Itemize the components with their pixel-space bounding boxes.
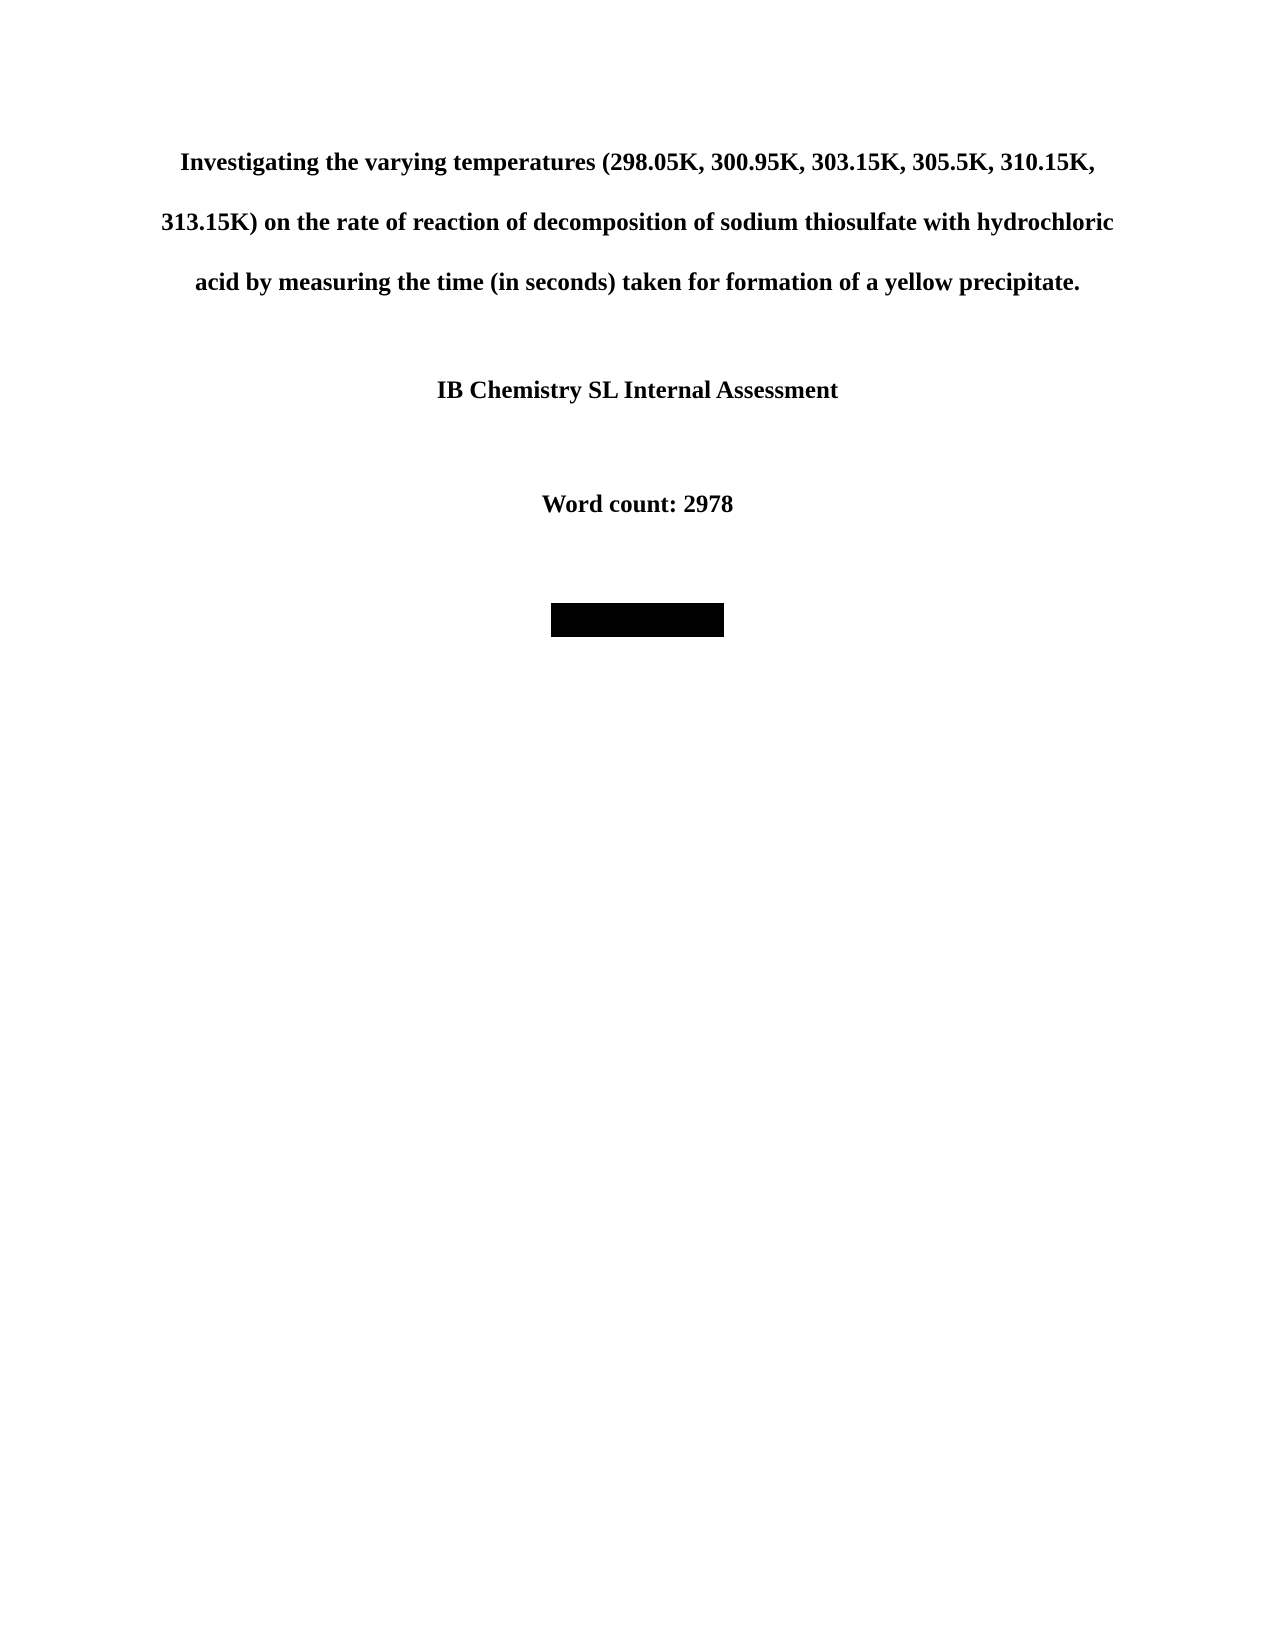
word-count-label: Word count: [541,491,678,518]
document-title [118,133,1158,313]
title-line-3: acid by measuring the time (in seconds) taken for formation of a yellow precipitate. [194,269,1081,296]
title-line-2: 313.15K) on the rate of reaction of decomposition of sodium thiosulfate with hydrochloric [161,209,1114,236]
redacted-author-name-box [551,603,724,637]
title-line-1: Investigating the varying temperatures (298.05K, 300.95K, 303.15K, 305.5K, 310.15K, [180,149,1095,176]
document-subtitle: IB Chemistry SL Internal Assessment [436,377,839,404]
word-count-value: 2978 [683,491,734,518]
word-count [0,475,1275,535]
